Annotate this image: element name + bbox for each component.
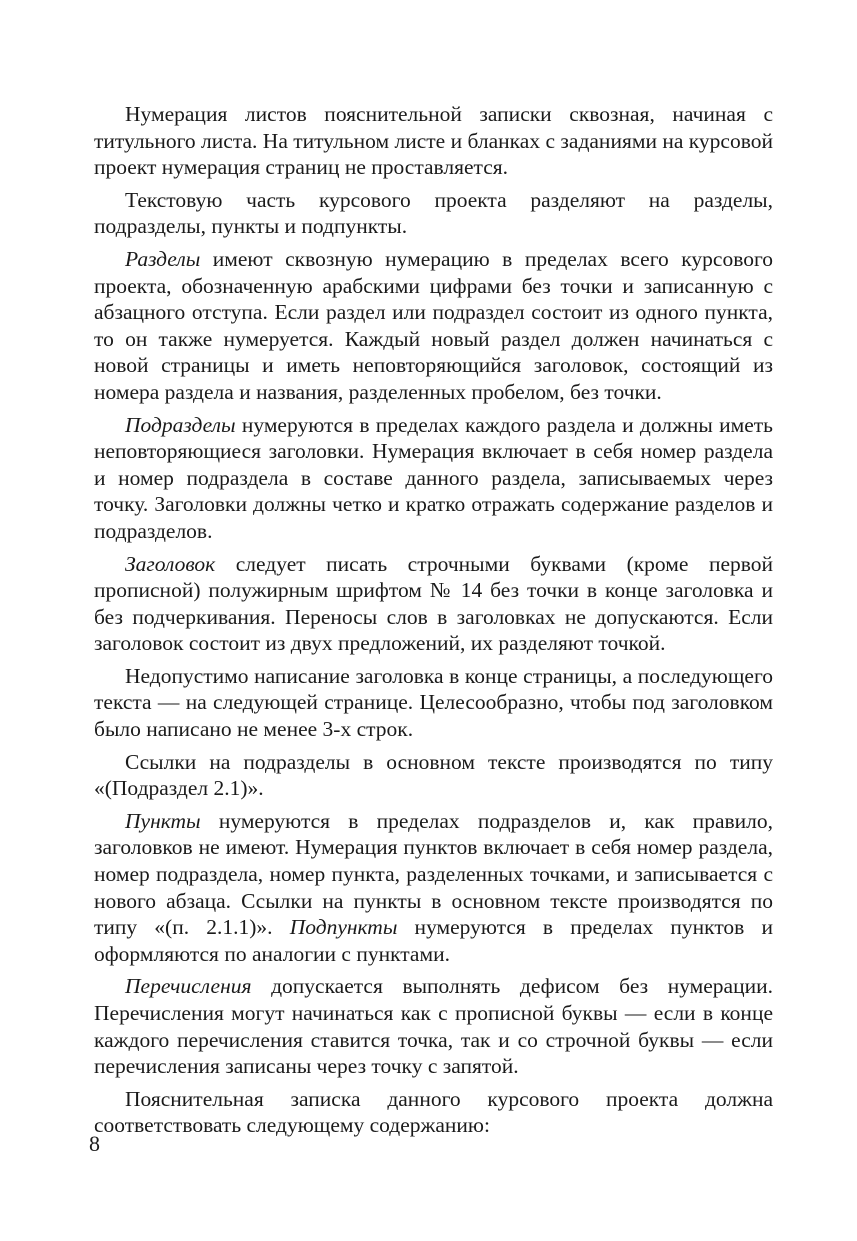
term-heading: Заголовок: [125, 551, 216, 576]
paragraph-text: Текстовую часть курсового проекта разделяют на разделы, подразделы, пункты и подпункты.: [94, 187, 773, 239]
paragraph-text: следует писать строчными буквами (кроме первой прописной) полужирным шрифтом № 14 без точки в конце заголовка и без подчеркивания. Переносы слов в заголовках не допускаются. Если заголовок состоит из двух предложений, их разделяют точкой.: [94, 551, 773, 656]
term-items: Пункты: [125, 808, 201, 833]
paragraph-text: нумеруются в пределах каждого раздела и должны иметь неповторяющиеся заголовки. Нумерация включает в себя номер раздела и номер подраздела в составе данного раздела, записываемых через точку. Заголовки должны четко и кратко отражать содержание разделов и подразделов.: [94, 412, 773, 543]
paragraph-contents-intro: [94, 1086, 773, 1139]
paragraph-text: допускается выполнять дефисом без нумерации. Перечисления могут начинаться как с прописной буквы — если в конце каждого перечисления ставится точка, так и со строчной буквы — если перечисления записаны через точку с запятой.: [94, 974, 773, 1079]
paragraph-text: Недопустимо написание заголовка в конце страницы, а последующего текста — на следующей странице. Целесообразно, чтобы под заголовком было написано не менее 3-х строк.: [94, 663, 773, 742]
paragraph-heading: [94, 551, 773, 657]
paragraph-subsections: [94, 412, 773, 545]
paragraph-sections: [94, 246, 773, 406]
paragraph-text: нумеруются в пределах подразделов и, как правило, заголовков не имеют. Нумерация пунктов включает в себя номер раздела, номер подраздела, номер пункта, разделенных точками, и записывается с нового абзаца. Ссылки на пункты в основном тексте производятся по типу «(п. 2.1.1)».: [94, 808, 773, 940]
paragraph-items: [94, 808, 773, 968]
term-subitems: Подпункты: [289, 915, 398, 940]
term-subsections: Подразделы: [125, 412, 236, 437]
paragraph-enumerations: [94, 973, 773, 1079]
document-page: [94, 101, 773, 1145]
paragraph-numbering: [94, 101, 773, 181]
paragraph-text: нумеруются в пределах пунктов и оформляются по аналогии с пунктами.: [94, 915, 773, 966]
paragraph-text: Пояснительная записка данного курсового проекта должна соответствовать следующему содержанию:: [94, 1086, 773, 1138]
paragraph-heading-placement: [94, 663, 773, 743]
paragraph-text: Ссылки на подразделы в основном тексте производятся по типу «(Подраздел 2.1)».: [94, 749, 773, 801]
term-sections: Разделы: [125, 246, 201, 271]
paragraph-text: имеют сквозную нумерацию в пределах всего курсового проекта, обозначенную арабскими цифрами без точки и записанную с абзацного отступа. Если раздел или подраздел состоит из одного пункта, то он также нумеруется. Каждый новый раздел должен начинаться с новой страницы и иметь неповторяющийся заголовок, состоящий из номера раздела и названия, разделенных пробелом, без точки.: [94, 246, 773, 404]
paragraph-subsection-links: [94, 749, 773, 802]
paragraph-text-structure: [94, 187, 773, 240]
page-number: 8: [89, 1131, 100, 1156]
term-enumerations: Перечисления: [125, 974, 252, 999]
paragraph-text: Нумерация листов пояснительной записки сквозная, начиная с титульного листа. На титульном листе и бланках с заданиями на курсовой проект нумерация страниц не проставляется.: [94, 102, 773, 180]
